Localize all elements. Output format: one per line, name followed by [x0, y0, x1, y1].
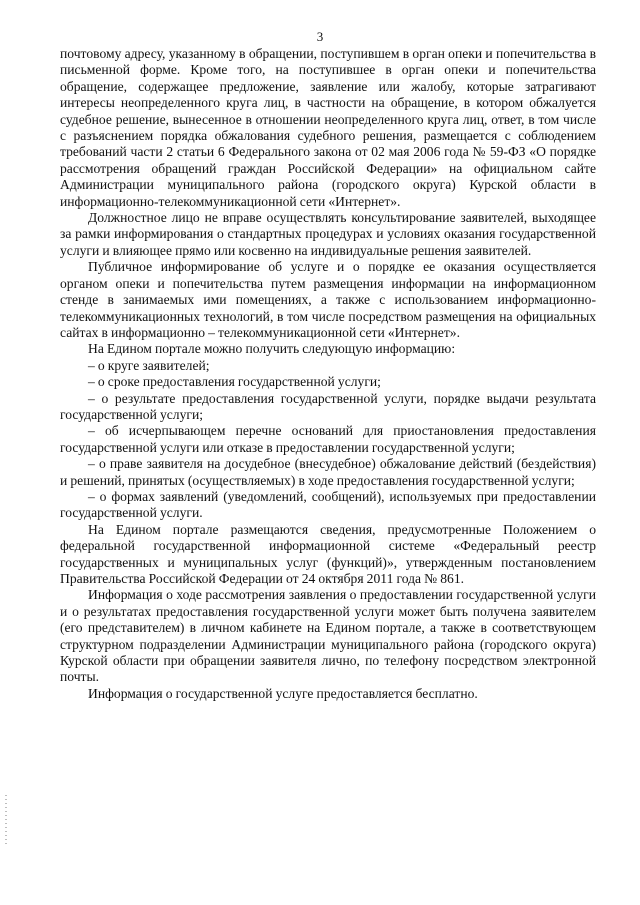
paragraph-portal-registry: На Едином портале размещаются сведения, предусмотренные Положением о федеральной государственной информационной системе «Федеральный реестр государственных и муниципальных услуг (функций)», утвержденным постановлением Правительства Российской Федерации от 24 октября 2011 года № 861.: [60, 521, 596, 586]
paragraph-progress-info: Информация о ходе рассмотрения заявления о предоставлении государственной услуги и о результатах предоставления государственной услуги может быть получена заявителем (его представителем) в личном кабинете на Едином портале, а также в соответствующем структурном подразделении Администрации муниципального района (городского округа) Курской области при обращении заявителя лично, по телефону посредством электронной почты.: [60, 587, 596, 685]
list-item-forms: – о формах заявлений (уведомлений, сообщений), используемых при предоставлении государственной услуги.: [60, 488, 596, 521]
list-item-applicants: – о круге заявителей;: [88, 357, 210, 373]
scan-margin-mark: [5, 795, 7, 845]
paragraph-portal-intro: На Едином портале можно получить следующую информацию:: [88, 341, 456, 357]
list-item-appeal-right: – о праве заявителя на досудебное (внесудебное) обжалование действий (бездействия) и решений, принятых (осуществляемых) в ходе предоставления государственной услуги;: [60, 456, 596, 488]
paragraph-free-of-charge: Информация о государственной услуге предоставляется бесплатно.: [88, 685, 478, 701]
list-item-result: – о результате предоставления государственной услуги, порядке выдачи результата государственной услуги;: [60, 390, 596, 422]
paragraph-mailing-answer: почтовому адресу, указанному в обращении, поступившем в орган опеки и попечительства в письменной форме. Кроме того, на поступившее в орган опеки и попечительства обращение, содержащее предложение, заявление или жалобу, которые затрагивают интересы неопределенного круга лиц, в частности на обращение, в котором обжалуется судебное решение, вынесенное в отношении неопределенного круга лиц, ответ, в том числе с разъяснением порядка обжалования судебного решения, размещается с соблюдением требований части 2 статьи 6 Федерального закона от 02 мая 2006 года № 59-ФЗ «О порядке рассмотрения обращений граждан Российской Федерации» на официальном сайте Администрации муниципального района (городского округа) Курской области в информационно-телекоммуникационной сети «Интернет».: [60, 46, 596, 209]
list-item-deadline: – о сроке предоставления государственной услуги;: [88, 374, 381, 390]
document-body: [60, 46, 596, 702]
paragraph-public-informing: Публичное информирование об услуге и о порядке ее оказания осуществляется органом опеки и попечительства путем размещения информации на информационном стенде в занимаемых ими помещениях, а также с использованием информационно-телекоммуникационных технологий, в том числе посредством размещения на официальных сайтах в информационно – телекоммуникационной сети «Интернет».: [60, 259, 596, 340]
page-number: 3: [316, 29, 324, 44]
list-item-grounds: – об исчерпывающем перечне оснований для приостановления предоставления государственной услуги или отказе в предоставлении государственной услуги;: [60, 423, 596, 455]
paragraph-official-consulting: Должностное лицо не вправе осуществлять консультирование заявителей, выходящее за рамки информирования о стандартных процедурах и условиях оказания государственной услуги и влияющее прямо или косвенно на индивидуальные решения заявителей.: [60, 210, 596, 258]
